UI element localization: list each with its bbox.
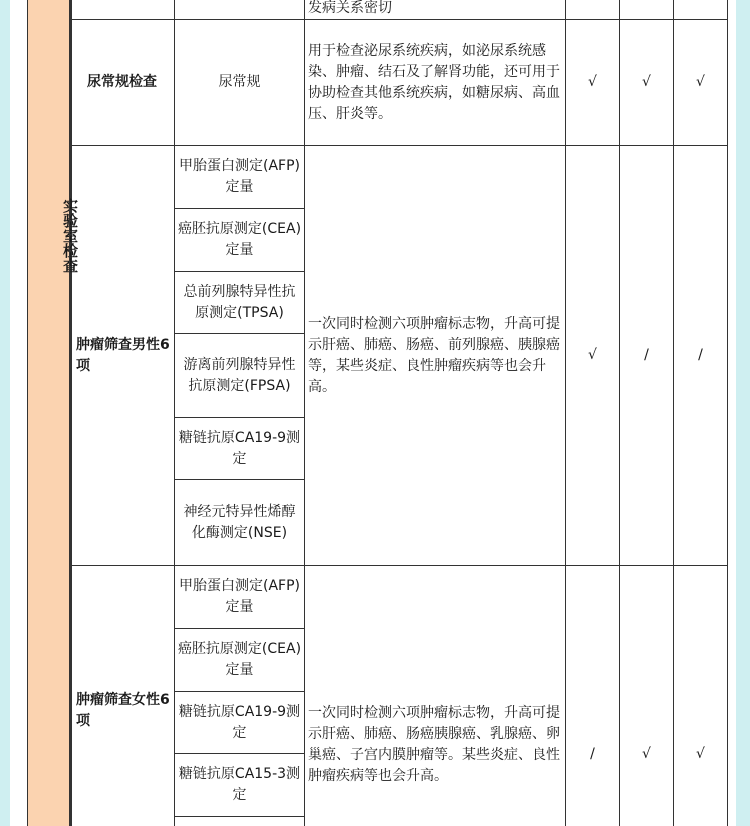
sub-cell: 总前列腺特异性抗原测定(TPSA) — [175, 272, 305, 334]
sub-cell: 尿常规 — [175, 20, 305, 146]
mark-cell: / — [566, 566, 620, 826]
sub-cell: 甲胎蛋白测定(AFP)定量 — [175, 146, 305, 209]
mark-cell: / — [674, 146, 728, 566]
sub-cell: 神经元特异性烯醇化酶测定(NSE) — [175, 480, 305, 566]
sub-cell: 癌胚抗原测定(CEA)定量 — [175, 629, 305, 692]
item-cell: 肿瘤筛查男性6项 — [70, 146, 175, 566]
desc-cell: 一次同时检测六项肿瘤标志物，升高可提示肝癌、肺癌、肠癌、前列腺癌、胰腺癌等，某些炎症、良性肿瘤疾病等也会升高。 — [305, 146, 566, 566]
mark-cell: √ — [566, 20, 620, 146]
mark-cell: / — [620, 146, 674, 566]
desc-cell: 发病关系密切 — [308, 0, 392, 16]
table-row — [70, 0, 728, 20]
exam-table — [69, 0, 728, 826]
sub-cell: 糖链抗原CA15-3测定 — [175, 754, 305, 817]
desc-cell: 一次同时检测六项肿瘤标志物，升高可提示肝癌、肺癌、肠癌胰腺癌、乳腺癌、卵巢癌、子宫内膜肿瘤等。某些炎症、良性肿瘤疾病等也会升高。 — [305, 566, 566, 826]
sub-cell: 癌胚抗原测定(CEA)定量 — [175, 209, 305, 272]
sub-cell: 糖链抗原CA19-9测定 — [175, 418, 305, 480]
exam-table-page — [10, 0, 736, 826]
mark-cell: √ — [566, 146, 620, 566]
table-row — [70, 146, 728, 209]
category-column — [27, 0, 79, 826]
mark-cell: √ — [620, 566, 674, 826]
sub-cell: 糖链抗原CA19-9测定 — [175, 692, 305, 754]
sub-cell — [175, 817, 305, 826]
category-label: 实验室检查 — [61, 198, 79, 273]
mark-cell: √ — [674, 20, 728, 146]
table-row — [70, 20, 728, 146]
item-cell: 肿瘤筛查女性6项 — [70, 566, 175, 826]
desc-cell: 用于检查泌尿系统疾病，如泌尿系统感染、肿瘤、结石及了解肾功能，还可用于协助检查其他系统疾病，如糖尿病、高血压、肝炎等。 — [305, 20, 566, 146]
sub-cell: 游离前列腺特异性抗原测定(FPSA) — [175, 334, 305, 418]
mark-cell: √ — [620, 20, 674, 146]
mark-cell: √ — [674, 566, 728, 826]
sub-cell: 甲胎蛋白测定(AFP)定量 — [175, 566, 305, 629]
item-cell: 尿常规检查 — [70, 20, 175, 146]
table-row — [70, 566, 728, 629]
